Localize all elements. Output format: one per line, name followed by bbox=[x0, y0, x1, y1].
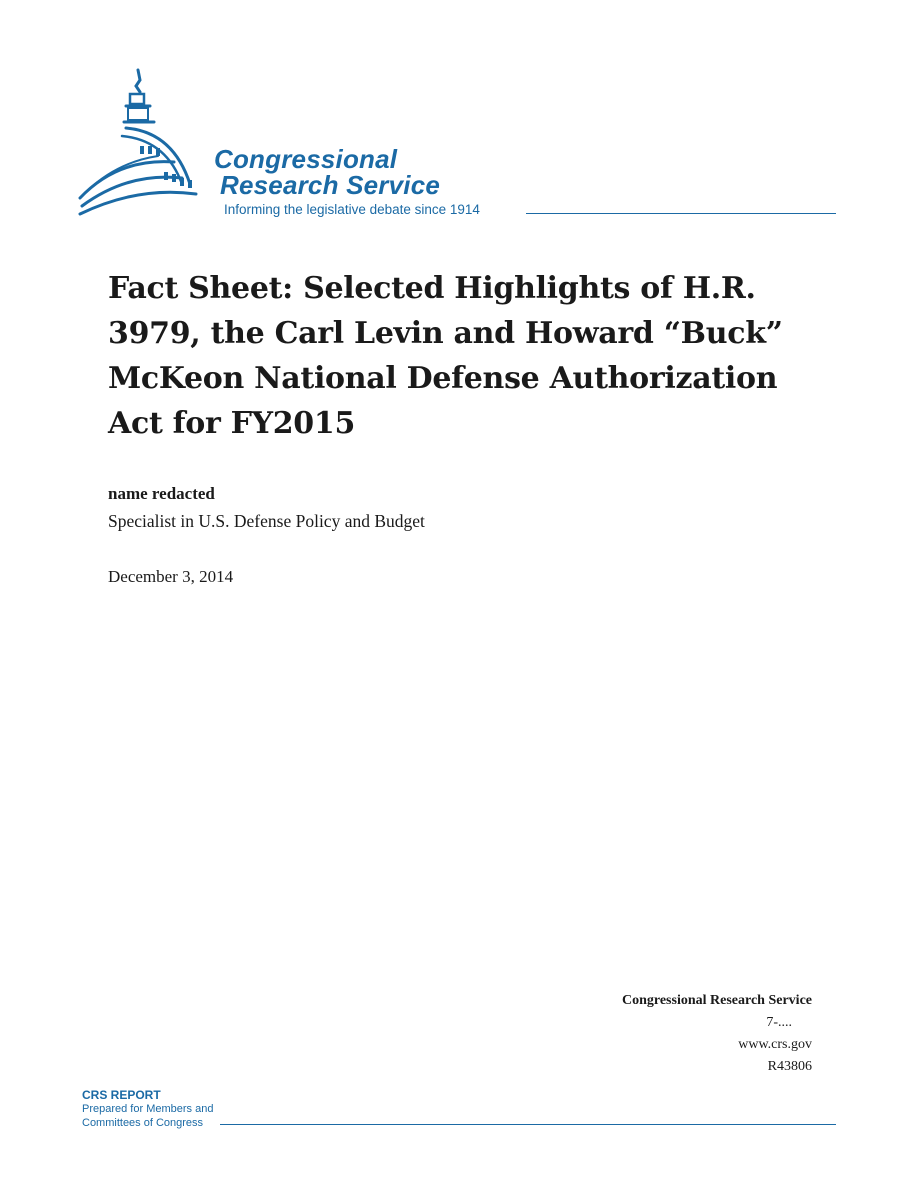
crs-report-label bbox=[82, 1088, 213, 1130]
footer-phone: 7-.... bbox=[766, 1015, 792, 1030]
logo-wordmark bbox=[214, 146, 440, 198]
crs-report-line2: Committees of Congress bbox=[82, 1117, 204, 1129]
author-name: name redacted bbox=[108, 484, 215, 503]
footer-org-name: Congressional Research Service bbox=[621, 993, 812, 1008]
crs-report-divider bbox=[220, 1124, 836, 1125]
crs-report-header: CRS REPORT bbox=[82, 1088, 161, 1102]
report-title: Fact Sheet: Selected Highlights of H.R. 3979, the Carl Levin and Howard “Buck” McKeon National Defense Authorization Act for FY2015 bbox=[108, 271, 783, 441]
crs-logo bbox=[78, 66, 838, 226]
footer-report-number: R43806 bbox=[767, 1059, 812, 1074]
crs-report-line1: Prepared for Members and bbox=[82, 1103, 214, 1115]
report-date: December 3, 2014 bbox=[108, 567, 234, 586]
logo-name-line1: Congressional bbox=[214, 144, 398, 174]
logo-name-line2: Research Service bbox=[220, 170, 441, 200]
author-role: Specialist in U.S. Defense Policy and Budget bbox=[108, 511, 425, 531]
footer-website-link[interactable]: www.crs.gov bbox=[738, 1037, 812, 1052]
logo-tagline: Informing the legislative debate since 1914 bbox=[224, 202, 480, 217]
logo-divider bbox=[526, 213, 836, 214]
footer-contact-block bbox=[622, 990, 812, 1078]
capitol-dome-icon bbox=[78, 66, 218, 221]
